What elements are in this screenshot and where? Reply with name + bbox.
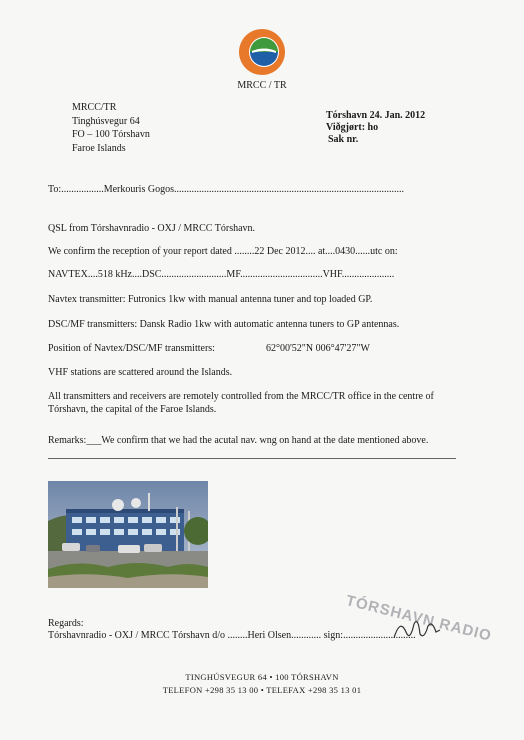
- dsc-transmitter-line: DSC/MF transmitters: Dansk Radio 1kw with automatic antenna tuners to GP antennas.: [48, 319, 400, 330]
- signature-line: Tórshavnradio - OXJ / MRCC Tórshavn d/o ........Heri Olsen............ sign:.............................: [48, 630, 416, 641]
- footer-phones: TELEFON +298 35 13 00 • TELEFAX +298 35 13 01: [162, 685, 362, 695]
- sender-line: Tinghúsvegur 64: [72, 115, 140, 127]
- logo-emblem-icon: [236, 28, 288, 76]
- place-date: Tórshavn 24. Jan. 2012: [326, 110, 426, 121]
- remarks-line: Remarks:___We confirm that we had the acutal nav. wng on hand at the date mentioned above.: [48, 435, 429, 446]
- station-stamp: TÓRSHAVN RADIO: [344, 592, 494, 645]
- logo-caption: MRCC / TR: [237, 80, 287, 91]
- handwritten-signature: [392, 614, 442, 649]
- confirm-line: We confirm the reception of your report dated ........22 Dec 2012.... at....0430......utc on:: [48, 246, 398, 257]
- recipient-line: To:.................Merkouris Gogos............................................................................................: [48, 184, 404, 195]
- sender-line: Faroe Islands: [72, 142, 126, 154]
- signature-scribble-icon: [392, 614, 442, 644]
- remote-control-line: All transmitters and receivers are remotely controlled from the MRCC/TR office in the centre of: [48, 391, 434, 402]
- case-number: Sak nr.: [328, 134, 359, 145]
- letter-meta: [326, 110, 425, 146]
- qsl-line: QSL from Tórshavnradio - OXJ / MRCC Tórshavn.: [48, 223, 256, 234]
- vhf-line: VHF stations are scattered around the Islands.: [48, 367, 233, 378]
- station-building-image: [48, 481, 208, 588]
- remarks-divider: [48, 458, 456, 459]
- position-value: 62°00'52"N 006°47'27"W: [266, 343, 370, 354]
- sender-line: MRCC/TR: [72, 102, 117, 113]
- remote-control-line-2: Tórshavn, the capital of the Faroe Islands.: [48, 404, 217, 415]
- station-photo: [48, 481, 208, 588]
- frequency-line: NAVTEX....518 kHz....DSC..........................MF.................................VHF.....................: [48, 269, 395, 280]
- sender-address: [72, 101, 150, 155]
- position-label: Position of Navtex/DSC/MF transmitters:: [48, 343, 215, 354]
- navtex-transmitter-line: Navtex transmitter: Futronics 1kw with manual antenna tuner and top loaded GP.: [48, 294, 373, 305]
- mrcc-logo: [236, 28, 288, 76]
- handled-by: Viðgjørt: ho: [326, 122, 379, 133]
- regards-label: Regards:: [48, 618, 84, 629]
- sender-line: FO – 100 Tórshavn: [72, 129, 150, 140]
- footer-address: TINGHÚSVEGUR 64 • 100 TÓRSHAVN: [185, 672, 339, 682]
